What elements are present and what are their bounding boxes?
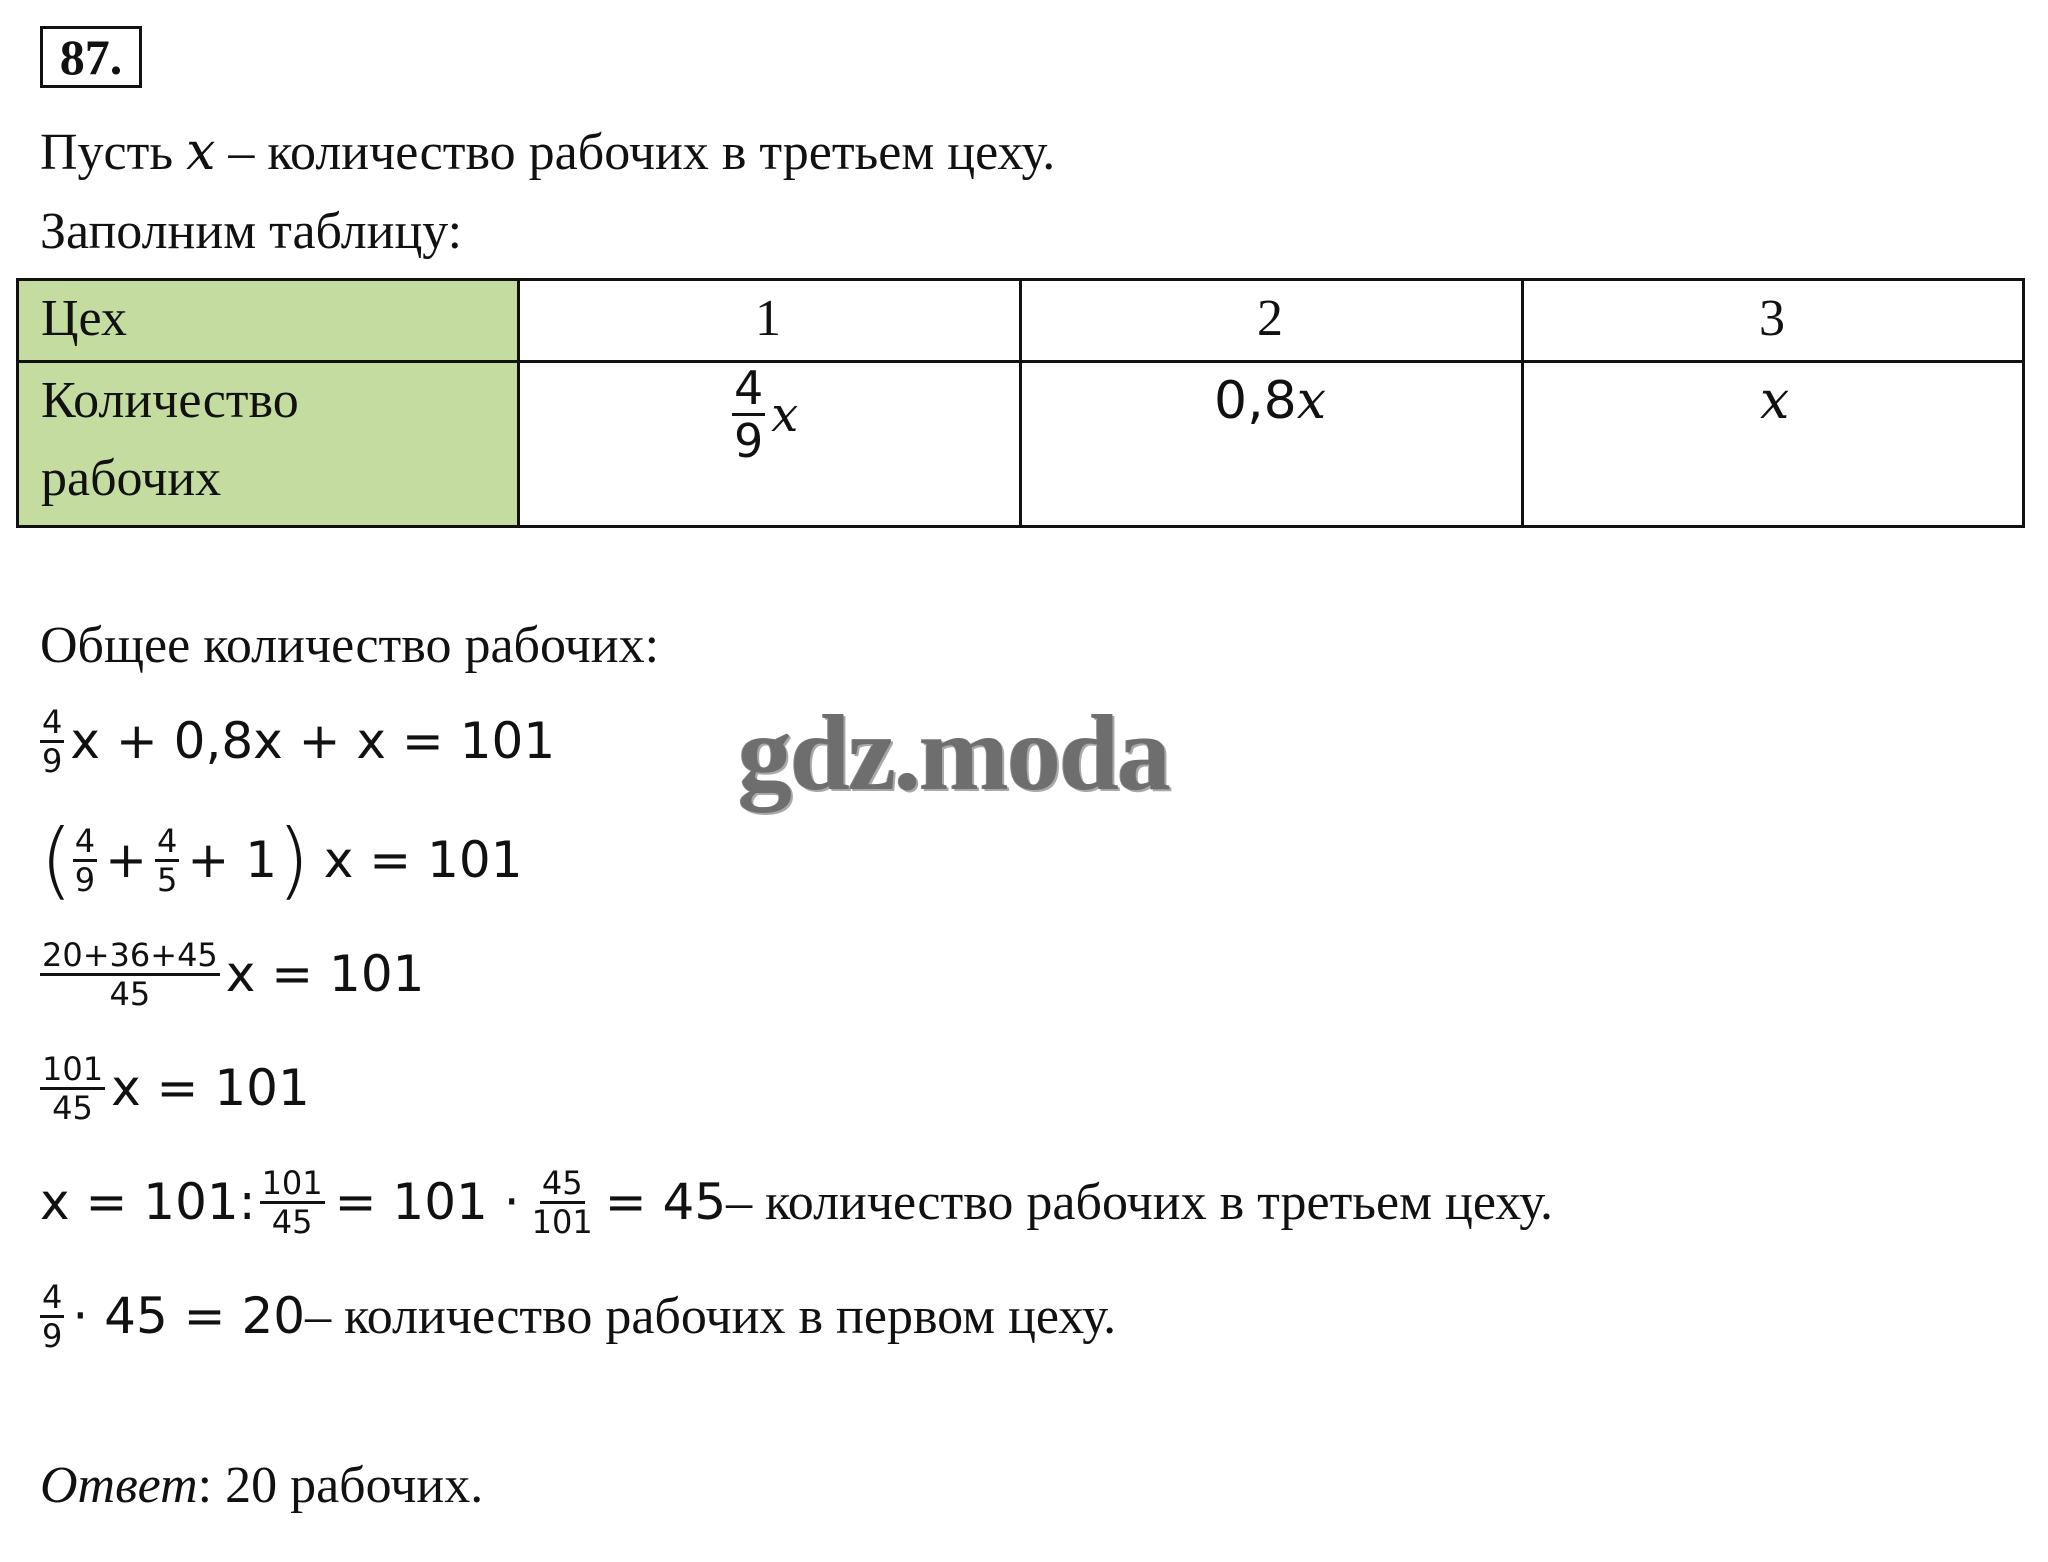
eq6-den: 9 — [42, 1316, 63, 1355]
eq2-plus-1: + — [105, 831, 148, 889]
eq6-fraction — [40, 1277, 64, 1355]
col-3-label: 3 — [1759, 290, 1785, 347]
equation-2 — [40, 810, 523, 910]
eq2-den-2: 5 — [157, 860, 178, 899]
eq6-num: 4 — [42, 1277, 63, 1316]
answer-line — [40, 1456, 483, 1516]
eq5-lead: x = 101: — [40, 1173, 256, 1231]
col-2-var: x — [1296, 371, 1327, 431]
eq5-num-2: 45 — [541, 1163, 583, 1202]
col-1-value — [732, 361, 799, 468]
col-1-var: x — [771, 386, 799, 443]
table-col-2-header — [1019, 278, 1524, 363]
col-1-frac-num: 4 — [734, 361, 764, 415]
table-cell-col-2 — [1019, 360, 1524, 528]
eq5-fraction-2 — [530, 1163, 595, 1241]
eq5-fraction-1 — [260, 1163, 325, 1241]
table-cell-col-1 — [517, 360, 1022, 528]
col-3-value: x — [1760, 371, 1790, 431]
eq5-text: – количество рабочих в третьем цеху. — [726, 1173, 1554, 1231]
eq2-open-paren: ( — [40, 811, 73, 909]
table-cell-col-3 — [1521, 360, 2025, 528]
eq2-close-paren: ) — [277, 811, 310, 909]
intro-line-1 — [40, 122, 1055, 183]
eq2-num-1: 4 — [74, 821, 96, 860]
total-label: Общее количество рабочих: — [40, 617, 660, 674]
col-2-value — [1214, 371, 1326, 432]
eq4-rest: x = 101 — [111, 1059, 310, 1117]
equation-6 — [40, 1266, 1116, 1366]
eq2-fraction-1 — [73, 821, 97, 899]
eq2-fraction-2 — [155, 821, 179, 899]
eq6-rest: · 45 = 20 — [72, 1287, 306, 1345]
eq6-text: – количество рабочих в первом цеху. — [305, 1287, 1117, 1345]
answer-label: Ответ — [40, 1457, 198, 1514]
intro-before: Пусть — [40, 124, 187, 181]
eq5-mid: = 101 · — [334, 1173, 520, 1231]
eq3-fraction — [40, 935, 220, 1013]
table-header-label-cell — [16, 278, 520, 363]
col-2-number: 0,8 — [1214, 371, 1297, 431]
equation-1 — [40, 693, 555, 789]
eq2-rest: x = 101 — [323, 831, 523, 889]
eq1-den: 9 — [42, 741, 63, 780]
equation-5 — [40, 1152, 1553, 1252]
col-1-label: 1 — [755, 290, 781, 347]
eq4-num: 101 — [42, 1049, 104, 1088]
problem-number: 87. — [40, 26, 142, 88]
eq5-den-1: 45 — [271, 1202, 313, 1241]
row-label-line-2: рабочих — [41, 450, 222, 507]
row-label-line-1: Количество — [41, 372, 299, 429]
equation-3 — [40, 924, 425, 1024]
eq5-tail: = 45 — [604, 1173, 727, 1231]
table-header-label: Цех — [41, 290, 127, 347]
eq3-rest: x = 101 — [225, 945, 425, 1003]
workers-table — [16, 278, 2025, 528]
eq1-num: 4 — [42, 702, 63, 741]
watermark: gdz.moda — [738, 694, 1170, 813]
table-col-3-header — [1521, 278, 2025, 363]
intro-line-2: Заполним таблицу: — [40, 203, 463, 260]
eq2-num-2: 4 — [157, 821, 178, 860]
eq1-fraction — [40, 702, 64, 780]
col-1-fraction — [732, 361, 765, 468]
eq5-num-1: 101 — [261, 1163, 323, 1202]
eq1-rest: x + 0,8x + x = 101 — [70, 712, 556, 770]
eq3-den: 45 — [109, 974, 151, 1013]
eq4-fraction — [40, 1049, 105, 1127]
col-1-frac-den: 9 — [734, 414, 764, 468]
col-2-label: 2 — [1257, 290, 1283, 347]
eq5-den-2: 101 — [531, 1202, 593, 1241]
table-col-1-header — [517, 278, 1022, 363]
intro-var: x — [186, 122, 216, 182]
table-row-label-cell — [16, 360, 520, 528]
intro-after: – количество рабочих в третьем цеху. — [215, 124, 1056, 181]
eq2-plus-one: + 1 — [187, 831, 278, 889]
answer-text: : 20 рабочих. — [197, 1457, 484, 1514]
eq2-den-1: 9 — [74, 860, 96, 899]
equation-4 — [40, 1038, 310, 1138]
eq3-num: 20+36+45 — [42, 935, 218, 974]
eq4-den: 45 — [52, 1088, 93, 1127]
